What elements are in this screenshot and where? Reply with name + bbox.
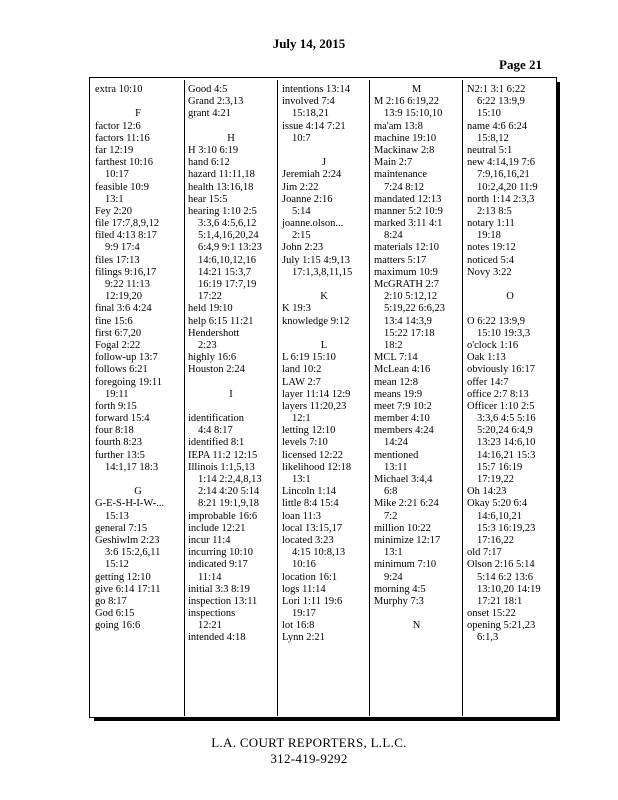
index-entry: K 19:3 [282, 303, 311, 315]
index-spacer [282, 145, 366, 157]
index-entry: meet 7:9 10:2 [374, 400, 432, 412]
index-entry-continuation: 13:1 [384, 547, 403, 559]
index-entry: fine 15:6 [95, 315, 133, 327]
index-spacer [282, 328, 366, 340]
index-entry: Murphy 7:3 [374, 595, 424, 607]
index-entry: local 13:15,17 [282, 522, 343, 534]
index-entry: loan 11:3 [282, 510, 321, 522]
index-entry: extra 10:10 [95, 84, 143, 95]
index-column-3 [282, 84, 366, 645]
index-entry-continuation: 14:6,10,21 [477, 510, 522, 522]
index-entry: health 13:16,18 [188, 181, 254, 193]
index-entry: Grand 2:3,13 [188, 96, 244, 108]
index-entry: offer 14:7 [467, 376, 509, 388]
index-entry: July 1:15 4:9,13 [282, 254, 350, 266]
index-entry-continuation: 7:24 8:12 [384, 181, 424, 193]
index-entry: Officer 1:10 2:5 [467, 400, 535, 412]
index-entry-continuation: 2:14 4:20 5:14 [198, 486, 260, 498]
index-entry: likelihood 12:18 [282, 461, 352, 473]
index-entry: hand 6:12 [188, 157, 230, 169]
index-entry: Lincoln 1:14 [282, 486, 336, 498]
index-entry-continuation: 17:1,3,8,11,15 [292, 266, 353, 278]
index-entry: John 2:23 [282, 242, 324, 254]
index-spacer [467, 279, 553, 291]
column-divider [184, 80, 185, 716]
index-entry: general 7:15 [95, 522, 148, 534]
index-entry: knowledge 9:12 [282, 315, 350, 327]
index-spacer [467, 303, 553, 315]
index-spacer [188, 401, 274, 413]
letter-heading: I [229, 388, 233, 400]
index-entry-continuation: 17:22 [198, 291, 222, 303]
index-entry-continuation: 12:21 [198, 620, 222, 632]
index-entry-continuation: 14:24 [384, 437, 408, 449]
index-entry-continuation: 6:22 13:9,9 [477, 96, 525, 108]
index-entry: onset 15:22 [467, 608, 516, 620]
index-entry-continuation: 16:19 17:7,19 [198, 279, 257, 290]
index-entry: inspection 13:11 [188, 595, 258, 607]
index-entry-continuation: 5:14 6:2 13:6 [477, 571, 534, 583]
index-entry: materials 12:10 [374, 242, 440, 254]
index-entry-continuation: 15:3 16:19,23 [477, 522, 536, 534]
index-entry-continuation: 12:19,20 [105, 291, 143, 303]
index-entry: initial 3:3 8:19 [188, 583, 250, 595]
index-entry-continuation: 11:14 [198, 571, 222, 583]
index-entry-continuation: 15:10 19:3,3 [477, 327, 531, 339]
letter-heading: J [321, 157, 327, 169]
index-entry: G-E-S-H-I-W-... [95, 498, 165, 510]
index-entry-continuation: 10:2,4,20 11:9 [477, 181, 538, 193]
index-entry-continuation: 9:22 11:13 [105, 279, 150, 290]
index-entry: highly 16:6 [188, 352, 237, 364]
index-entry: McGRATH 2:7 [374, 279, 440, 290]
index-entry-continuation: 14:6,10,12,16 [198, 254, 257, 266]
index-entry: grant 4:21 [188, 108, 231, 120]
index-entry: office 2:7 8:13 [467, 388, 529, 400]
index-entry-continuation: 6:1,3 [477, 632, 499, 644]
index-entry-continuation: 5:14 [292, 205, 311, 217]
index-entry: IEPA 11:2 12:15 [188, 449, 258, 461]
index-entry: files 17:13 [95, 254, 140, 266]
index-entry: Michael 3:4,4 [374, 474, 433, 485]
index-entry: feasible 10:9 [95, 181, 149, 193]
index-entry-continuation: 10:17 [105, 169, 129, 181]
index-entry: old 7:17 [467, 547, 502, 559]
index-entry: mean 12:8 [374, 376, 419, 388]
index-entry: million 10:22 [374, 522, 431, 534]
index-entry-continuation: 9:9 17:4 [105, 242, 140, 254]
index-entry: give 6:14 17:11 [95, 583, 161, 595]
index-entry: noticed 5:4 [467, 254, 514, 266]
index-entry: factors 11:16 [95, 132, 150, 144]
index-entry-continuation: 13:9 15:10,10 [384, 108, 443, 120]
index-spacer [95, 474, 181, 486]
index-entry: Oh 14:23 [467, 486, 507, 498]
index-entry: Mike 2:21 6:24 [374, 498, 439, 510]
index-entry: getting 12:10 [95, 571, 151, 583]
index-entry-continuation: 5:1,4,16,20,24 [198, 230, 259, 242]
frame-shadow-right [557, 82, 560, 721]
index-entry-continuation: 10:7 [292, 132, 311, 144]
index-entry-continuation: 12:1 [292, 413, 311, 425]
letter-heading: G [134, 486, 142, 498]
index-entry: Main 2:7 [374, 157, 413, 169]
index-entry: factor 12:6 [95, 120, 141, 132]
index-entry: means 19:9 [374, 388, 423, 400]
index-entry: McLean 4:16 [374, 364, 431, 376]
index-entry: hear 15:5 [188, 193, 228, 205]
index-entry-continuation: 6:8 [384, 486, 398, 498]
index-entry: member 4:10 [374, 413, 430, 425]
index-entry: notary 1:11 [467, 218, 515, 230]
index-entry: further 13:5 [95, 449, 145, 461]
index-entry: file 17:7,8,9,12 [95, 218, 160, 230]
index-entry: first 6:7,20 [95, 327, 142, 339]
index-entry: inspections [188, 608, 236, 620]
index-entry: filings 9:16,17 [95, 266, 157, 278]
index-entry: N2:1 3:1 6:22 [467, 84, 526, 95]
index-entry: final 3:6 4:24 [95, 303, 152, 315]
index-entry: Jeremiah 2:24 [282, 169, 342, 181]
index-entry: maximum 10:9 [374, 266, 438, 278]
index-entry: LAW 2:7 [282, 376, 321, 388]
index-entry: notes 19:12 [467, 242, 516, 254]
index-entry: minimize 12:17 [374, 534, 441, 546]
index-entry-continuation: 17:19,22 [477, 474, 515, 485]
index-entry: Oak 1:13 [467, 352, 506, 364]
index-entry: north 1:14 2:3,3 [467, 193, 535, 205]
index-entry: follow-up 13:7 [95, 352, 158, 364]
page-date: July 14, 2015 [272, 36, 346, 51]
index-entry: Geshiwlm 2:23 [95, 534, 160, 546]
index-entry: four 8:18 [95, 425, 134, 437]
index-entry: far 12:19 [95, 144, 134, 156]
index-entry-continuation: 14:21 15:3,7 [198, 266, 252, 278]
letter-heading: M [411, 84, 422, 95]
index-entry: O 6:22 13:9,9 [467, 315, 526, 327]
index-entry: identified 8:1 [188, 437, 245, 449]
column-divider [462, 80, 463, 716]
index-entry-continuation: 17:16,22 [477, 534, 515, 546]
index-entry: L 6:19 15:10 [282, 352, 336, 364]
letter-heading: O [506, 291, 514, 303]
index-entry: morning 4:5 [374, 583, 426, 595]
index-entry: forward 15:4 [95, 413, 150, 425]
index-entry-continuation: 1:14 2:2,4,8,13 [198, 474, 262, 485]
index-entry: M 2:16 6:19,22 [374, 96, 440, 108]
column-divider [277, 80, 278, 716]
index-entry: located 3:23 [282, 534, 334, 546]
index-entry-continuation: 13:11 [384, 461, 408, 473]
index-entry-continuation: 15:7 16:19 [477, 461, 523, 473]
index-spacer [188, 377, 274, 389]
index-entry: licensed 12:22 [282, 449, 343, 461]
index-entry: Lori 1:11 19:6 [282, 595, 343, 607]
index-entry: indicated 9:17 [188, 559, 248, 571]
index-entry: members 4:24 [374, 425, 434, 437]
index-entry-continuation: 15:22 17:18 [384, 327, 435, 339]
index-entry: layers 11:20,23 [282, 400, 347, 412]
index-entry: MCL 7:14 [374, 352, 418, 364]
index-entry-continuation: 17:21 18:1 [477, 595, 523, 607]
index-entry: intentions 13:14 [282, 84, 350, 95]
index-entry-continuation: 8:24 [384, 230, 403, 242]
letter-heading: N [412, 620, 421, 632]
index-entry: obviously 16:17 [467, 364, 535, 376]
index-entry-continuation: 15:12 [105, 559, 129, 571]
index-entry: forth 9:15 [95, 400, 137, 412]
index-entry: incurring 10:10 [188, 547, 254, 559]
index-entry: improbable 16:6 [188, 510, 258, 522]
index-entry-continuation: 7:2 [384, 510, 398, 522]
index-entry: identification [188, 413, 244, 425]
index-entry-continuation: 8:21 19:1,9,18 [198, 498, 259, 510]
index-entry: ma'am 13:8 [374, 120, 423, 132]
index-entry: hazard 11:11,18 [188, 169, 255, 181]
index-entry: Fogal 2:22 [95, 339, 141, 351]
index-entry: go 8:17 [95, 595, 127, 607]
index-entry: hearing 1:10 2:5 [188, 205, 257, 217]
index-entry: opening 5:21,23 [467, 620, 536, 632]
index-entry: name 4:6 6:24 [467, 120, 528, 132]
index-spacer [374, 608, 459, 620]
index-column-5 [467, 84, 553, 645]
index-entry: levels 7:10 [282, 437, 328, 449]
index-entry-continuation: 5:20,24 6:4,9 [477, 425, 533, 437]
index-entry: lot 16:8 [282, 620, 315, 632]
index-entry: machine 19:10 [374, 132, 437, 144]
index-entry: logs 11:14 [282, 583, 326, 595]
index-entry: include 12:21 [188, 522, 246, 534]
index-entry: farthest 10:16 [95, 157, 154, 169]
index-entry: involved 7:4 [282, 96, 335, 108]
frame-shadow-bottom [94, 718, 560, 721]
letter-heading: L [320, 339, 328, 351]
index-entry: issue 4:14 7:21 [282, 120, 346, 132]
index-entry: letting 12:10 [282, 425, 336, 437]
index-entry: mentioned [374, 449, 419, 461]
index-entry-continuation: 14:16,21 15:3 [477, 449, 536, 461]
index-entry-continuation: 4:15 10:8,13 [292, 547, 346, 559]
index-entry: maintenance [374, 169, 428, 181]
index-entry: location 16:1 [282, 571, 338, 583]
index-entry-continuation: 2:15 [292, 230, 311, 242]
index-column-4 [374, 84, 459, 632]
index-entry-continuation: 19:11 [105, 388, 129, 400]
index-entry-continuation: 3:6 15:2,6,11 [105, 547, 161, 559]
index-entry: Houston 2:24 [188, 364, 245, 376]
index-entry-continuation: 7:9,16,16,21 [477, 169, 530, 181]
index-entry: God 6:15 [95, 608, 135, 620]
index-spacer [282, 279, 366, 291]
index-entry-continuation: 2:10 5:12,12 [384, 291, 438, 303]
index-entry: layer 11:14 12:9 [282, 388, 351, 400]
index-entry: Illinois 1:1,5,13 [188, 461, 255, 473]
index-spacer [188, 121, 274, 133]
index-entry: help 6:15 11:21 [188, 315, 254, 327]
index-entry: matters 5:17 [374, 254, 427, 266]
index-entry: Good 4:5 [188, 84, 228, 95]
index-entry: marked 3:11 4:1 [374, 218, 443, 230]
index-entry-continuation: 5:19,22 6:6,23 [384, 303, 445, 315]
index-entry-continuation: 2:13 8:5 [477, 205, 512, 217]
index-entry: fourth 8:23 [95, 437, 142, 449]
index-entry: manner 5:2 10:9 [374, 205, 443, 217]
index-entry: new 4:14,19 7:6 [467, 157, 535, 169]
letter-heading: F [135, 108, 141, 120]
index-entry: H 3:10 6:19 [188, 144, 239, 156]
index-entry-continuation: 13:10,20 14:19 [477, 583, 541, 595]
index-entry: o'clock 1:16 [467, 339, 519, 351]
index-entry: land 10:2 [282, 364, 322, 376]
page-number: Page 21 [499, 57, 542, 72]
index-entry-continuation: 15:10 [477, 108, 501, 120]
index-entry-continuation: 13:1 [105, 193, 124, 205]
index-entry: Novy 3:22 [467, 266, 512, 278]
index-entry-continuation: 9:24 [384, 571, 403, 583]
index-entry: joanne.olson... [282, 218, 344, 230]
index-entry: Jim 2:22 [282, 181, 319, 193]
index-entry-continuation: 13:23 14:6,10 [477, 437, 536, 449]
index-entry: intended 4:18 [188, 632, 246, 644]
index-entry: neutral 5:1 [467, 144, 513, 156]
index-entry: Lynn 2:21 [282, 632, 325, 644]
index-entry-continuation: 4:4 8:17 [198, 425, 233, 437]
index-entry-continuation: 18:2 [384, 339, 403, 351]
index-entry-continuation: 19:17 [292, 608, 316, 620]
index-entry-continuation: 10:16 [292, 559, 316, 571]
index-entry-continuation: 13:4 14:3,9 [384, 315, 432, 327]
column-divider [369, 80, 370, 716]
index-entry: incur 11:4 [188, 534, 231, 546]
index-spacer [95, 96, 181, 108]
footer-phone: 312-419-9292 [270, 751, 348, 766]
index-entry-continuation: 3:3,6 4:5,6,12 [198, 218, 257, 230]
index-entry: foregoing 19:11 [95, 376, 162, 388]
index-entry: going 16:6 [95, 620, 141, 632]
index-entry-continuation: 6:4,9 9:1 13:23 [198, 242, 262, 254]
index-entry-continuation: 3:3,6 4:5 5:16 [477, 413, 536, 425]
index-entry: little 8:4 15:4 [282, 498, 339, 510]
index-entry: Olson 2:16 5:14 [467, 559, 535, 571]
index-entry-continuation: 2:23 [198, 339, 217, 351]
index-entry: Hendershott [188, 327, 240, 339]
index-entry-continuation: 15:8,12 [477, 132, 509, 144]
index-entry: mandated 12:13 [374, 193, 442, 205]
index-entry-continuation: 14:1,17 18:3 [105, 461, 159, 473]
index-entry: Okay 5:20 6:4 [467, 498, 528, 510]
index-entry-continuation: 19:18 [477, 230, 501, 242]
index-entry: minimum 7:10 [374, 559, 437, 571]
index-column-1 [95, 84, 181, 632]
index-entry: Fey 2:20 [95, 205, 133, 217]
index-entry-continuation: 15:18,21 [292, 108, 330, 120]
letter-heading: K [320, 291, 328, 303]
index-entry: follows 6:21 [95, 364, 148, 376]
letter-heading: H [227, 132, 235, 144]
index-entry: Joanne 2:16 [282, 193, 333, 205]
index-entry: held 19:10 [188, 303, 233, 315]
footer-firm: L.A. COURT REPORTERS, L.L.C. [211, 735, 407, 750]
index-column-2 [188, 84, 274, 645]
index-entry: Mackinaw 2:8 [374, 144, 435, 156]
index-entry: filed 4:13 8:17 [95, 230, 157, 242]
index-entry-continuation: 15:13 [105, 510, 129, 522]
index-entry-continuation: 13:1 [292, 474, 311, 485]
